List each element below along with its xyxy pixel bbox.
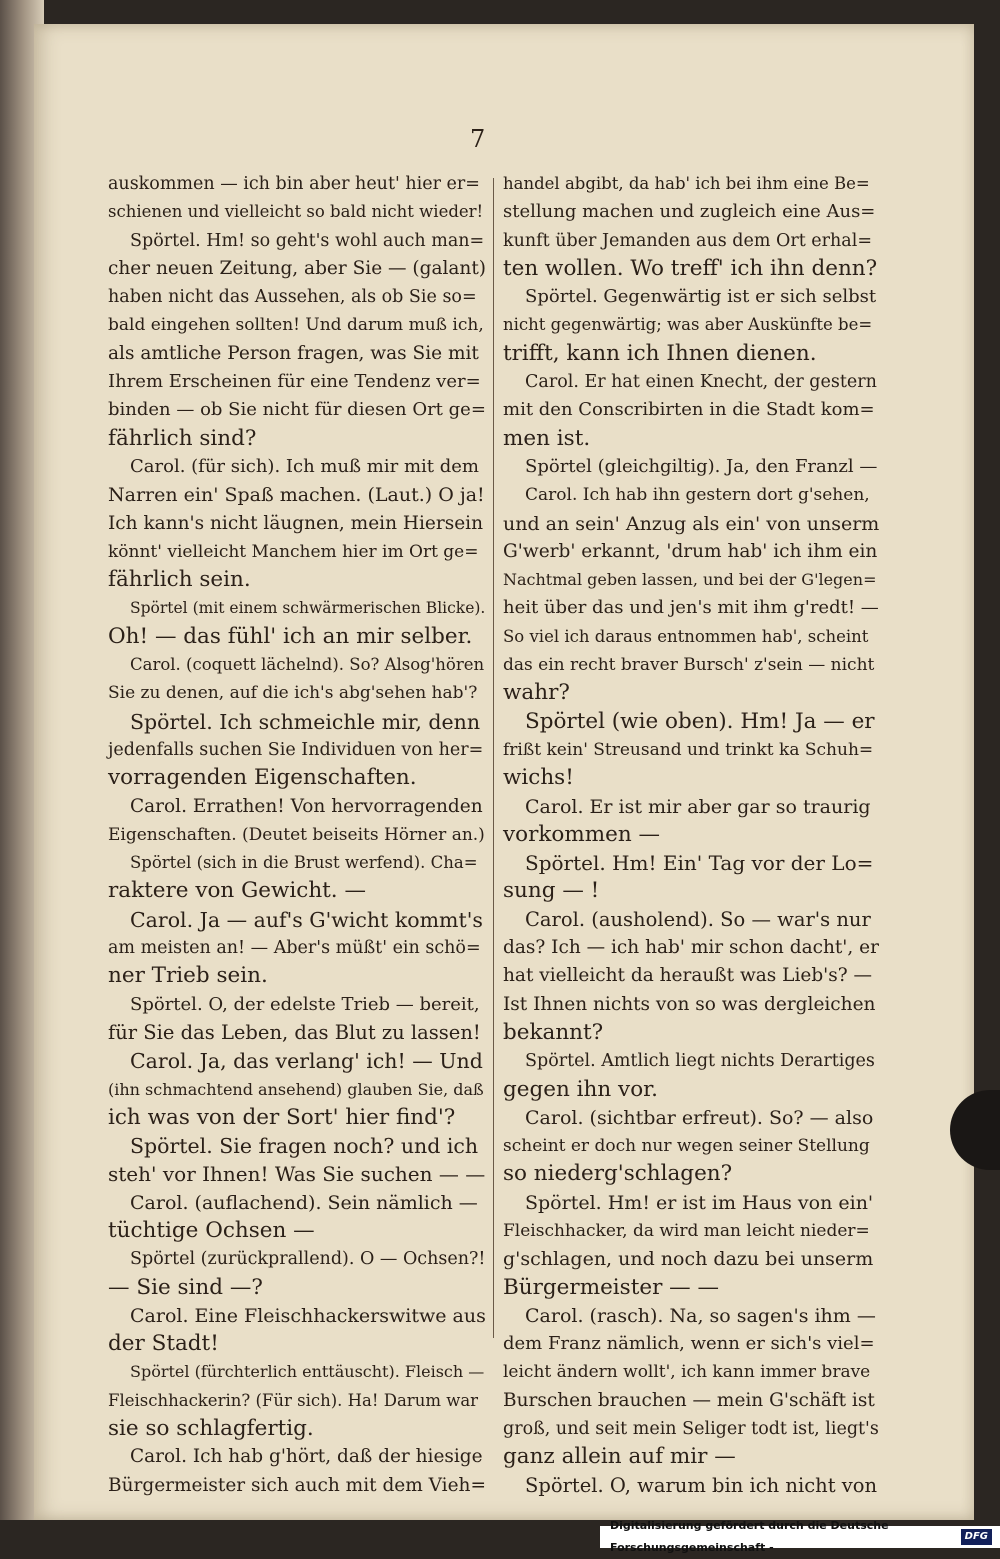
digitization-footer	[600, 1519, 1000, 1554]
text-line: Carol. (coquett lächelnd). So? Alsog'hören	[130, 655, 485, 675]
text-line: ganz allein auf mir —	[503, 1444, 736, 1470]
text-line: Ist Ihnen nichts von so was dergleichen	[503, 993, 876, 1015]
text-line: Spörtel. Ich schmeichle mir, denn	[130, 709, 481, 734]
text-line: Carol. (auflachend). Sein nämlich —	[130, 1191, 478, 1214]
text-line: Carol. Ich hab ihn gestern dort g'sehen,	[525, 485, 870, 506]
text-line: tüchtige Ochsen —	[108, 1217, 315, 1243]
text-line: binden — ob Sie nicht für diesen Ort ge=	[108, 399, 486, 421]
text-line: cher neuen Zeitung, aber Sie — (galant)	[108, 257, 487, 279]
text-line: Spörtel. O, der edelste Trieb — bereit,	[130, 993, 480, 1015]
text-line: Sie zu denen, auf die ich's abg'sehen hab'?	[108, 683, 478, 704]
text-line: Fleischhacker, da wird man leicht nieder=	[503, 1220, 870, 1241]
text-line: Spörtel (wie oben). Hm! Ja — er	[525, 708, 875, 734]
text-line: Carol. Ja, das verlang' ich! — Und	[130, 1049, 483, 1074]
page-number: 7	[470, 125, 487, 153]
text-line: trifft, kann ich Ihnen dienen.	[503, 340, 817, 366]
text-line: sung — !	[503, 878, 600, 904]
text-line: Carol. (ausholend). So — war's nur	[525, 907, 871, 931]
text-line: der Stadt!	[108, 1331, 219, 1357]
text-line: wahr?	[503, 680, 570, 706]
text-line: Spörtel. Hm! so geht's wohl auch man=	[130, 230, 485, 251]
text-line: das? Ich — ich hab' mir schon dacht', er	[503, 937, 879, 959]
text-line: Nachtmal geben lassen, und bei der G'legen=	[503, 570, 877, 590]
text-line: auskommen — ich bin aber heut' hier er=	[108, 174, 480, 194]
text-line: Narren ein' Spaß machen. (Laut.) O ja!	[108, 484, 485, 507]
text-line: Spörtel. Sie fragen noch? und ich	[130, 1134, 479, 1159]
text-line: kunft über Jemanden aus dem Ort erhal=	[503, 230, 872, 251]
text-line: heit über das und jen's mit ihm g'redt! —	[503, 597, 879, 619]
text-line: ner Trieb sein.	[108, 963, 268, 989]
text-line: Spörtel. O, warum bin ich nicht von	[525, 1473, 878, 1497]
text-line: raktere von Gewicht. —	[108, 878, 366, 904]
text-line: Bürgermeister — —	[503, 1274, 720, 1300]
dfg-logo: DFG	[961, 1529, 992, 1545]
text-line: — Sie sind —?	[108, 1274, 263, 1300]
text-line: scheint er doch nur wegen seiner Stellung	[503, 1136, 870, 1157]
text-line: Carol. Ja — auf's G'wicht kommt's	[130, 907, 483, 932]
text-line: könnt' vielleicht Manchem hier im Ort ge=	[108, 541, 479, 562]
text-line: leicht ändern wollt', ich kann immer brave	[503, 1362, 871, 1383]
text-line: Spörtel. Amtlich liegt nichts Derartiges	[525, 1051, 875, 1072]
text-line: Spörtel (mit einem schwärmerischen Blicke).	[130, 599, 486, 618]
text-line: Spörtel (fürchterlich enttäuscht). Fleisch —	[130, 1362, 485, 1382]
text-line: ich was von der Sort' hier find'?	[108, 1104, 456, 1130]
text-line: vorragenden Eigenschaften.	[108, 765, 417, 791]
text-line: Carol. Er ist mir aber gar so traurig	[525, 795, 871, 818]
text-line: Spörtel. Gegenwärtig ist er sich selbst	[525, 286, 877, 308]
text-line: jedenfalls suchen Sie Individuen von her=	[108, 739, 484, 760]
text-line: frißt kein' Streusand und trinkt ka Schuh=	[503, 739, 874, 760]
text-line: bald eingehen sollten! Und darum muß ich,	[108, 315, 484, 336]
text-line: und an sein' Anzug als ein' von unserm	[503, 512, 880, 535]
text-line: so niederg'schlagen?	[503, 1161, 733, 1187]
text-line: Burschen brauchen — mein G'schäft ist	[503, 1389, 875, 1411]
text-line: Eigenschaften. (Deutet beiseits Hörner an.)	[108, 824, 485, 845]
text-column-left	[108, 170, 486, 1500]
text-line: schienen und vielleicht so bald nicht wieder!	[108, 202, 484, 222]
column-divider	[493, 178, 494, 1338]
text-line: g'schlagen, und noch dazu bei unserm	[503, 1248, 874, 1271]
text-line: Carol. (sichtbar erfreut). So? — also	[525, 1106, 874, 1129]
text-line: men ist.	[503, 425, 591, 451]
text-line: ten wollen. Wo treff' ich ihn denn?	[503, 255, 878, 281]
text-line: gegen ihn vor.	[503, 1076, 658, 1102]
text-column-right	[503, 170, 879, 1500]
footer-text: Digitalisierung gefördert durch die Deutsche Forschungsgemeinschaft -	[610, 1519, 889, 1554]
text-line: fährlich sein.	[108, 567, 251, 593]
text-line: dem Franz nämlich, wenn er sich's viel=	[503, 1333, 875, 1355]
text-line: wichs!	[503, 765, 574, 791]
text-line: Carol. Eine Fleischhackerswitwe aus	[130, 1304, 486, 1327]
text-line: Spörtel. Hm! Ein' Tag vor der Lo=	[525, 851, 874, 876]
text-line: vorkommen —	[503, 821, 661, 847]
text-line: handel abgibt, da hab' ich bei ihm eine Be=	[503, 174, 870, 193]
text-line: fährlich sind?	[108, 425, 257, 451]
text-line: für Sie das Leben, das Blut zu lassen!	[108, 1020, 481, 1044]
text-line: nicht gegenwärtig; was aber Auskünfte be=	[503, 315, 873, 335]
text-line: das ein recht braver Bursch' z'sein — nicht	[503, 655, 875, 676]
text-line: Ihrem Erscheinen für eine Tendenz ver=	[108, 371, 481, 393]
text-line: als amtliche Person fragen, was Sie mit	[108, 342, 479, 364]
text-line: Carol. Er hat einen Knecht, der gestern	[525, 372, 877, 393]
text-line: haben nicht das Aussehen, als ob Sie so=	[108, 287, 477, 308]
text-line: (ihn schmachtend ansehend) glauben Sie, daß	[108, 1079, 484, 1099]
text-line: G'werb' erkannt, 'drum hab' ich ihm ein	[503, 540, 878, 562]
text-line: am meisten an! — Aber's müßt' ein schö=	[108, 938, 481, 959]
text-line: Carol. Errathen! Von hervorragenden	[130, 795, 483, 817]
text-line: Spörtel (gleichgiltig). Ja, den Franzl —	[525, 455, 878, 477]
text-line: So viel ich daraus entnommen hab', scheint	[503, 626, 869, 646]
text-line: Spörtel. Hm! er ist im Haus von ein'	[525, 1191, 874, 1214]
text-line: Bürgermeister sich auch mit dem Vieh=	[108, 1474, 486, 1496]
text-line: Carol. Ich hab g'hört, daß der hiesige	[130, 1446, 483, 1468]
text-line: groß, und seit mein Seliger todt ist, liegt's	[503, 1419, 879, 1440]
text-line: Carol. (für sich). Ich muß mir mit dem	[130, 455, 479, 477]
text-line: bekannt?	[503, 1019, 604, 1045]
text-line: steh' vor Ihnen! Was Sie suchen — —	[108, 1162, 486, 1187]
text-line: mit den Conscribirten in die Stadt kom=	[503, 399, 875, 421]
text-line: Carol. (rasch). Na, so sagen's ihm —	[525, 1304, 876, 1327]
text-line: Spörtel (zurückprallend). O — Ochsen?!	[130, 1249, 486, 1270]
text-line: Ich kann's nicht läugnen, mein Hiersein	[108, 512, 483, 534]
text-line: Spörtel (sich in die Brust werfend). Cha=	[130, 853, 478, 873]
text-line: Oh! — das fühl' ich an mir selber.	[108, 623, 473, 649]
text-line: Fleischhackerin? (Für sich). Ha! Darum war	[108, 1390, 479, 1410]
text-line: sie so schlagfertig.	[108, 1416, 314, 1442]
text-line: hat vielleicht da heraußt was Lieb's? —	[503, 965, 873, 987]
text-line: stellung machen und zugleich eine Aus=	[503, 201, 876, 223]
